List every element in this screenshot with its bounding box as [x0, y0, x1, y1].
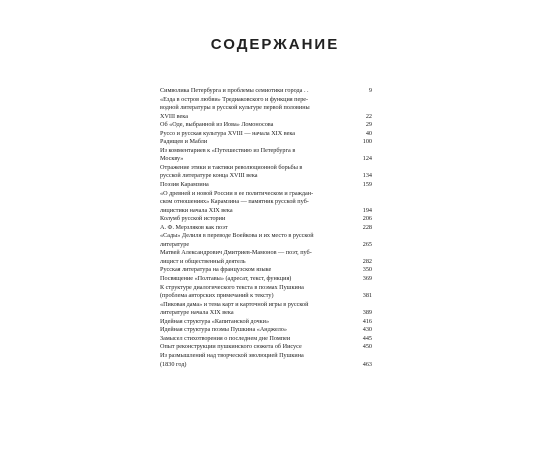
table-of-contents	[160, 87, 372, 369]
toc-entry-text: Матвей Александрович Дмитриев-Мамонов — поэт, пуб-	[160, 249, 312, 257]
toc-entry	[160, 96, 372, 122]
toc-page-number: 282	[362, 257, 372, 265]
toc-entry-line	[160, 343, 372, 352]
toc-page-number: 381	[362, 292, 372, 300]
toc-entry	[160, 147, 372, 164]
toc-entry-text: (1830 год)	[160, 360, 187, 368]
toc-entry-line	[160, 190, 372, 199]
toc-entry	[160, 232, 372, 249]
toc-entry-text: Москву»	[160, 155, 184, 163]
toc-page-number: 100	[362, 138, 372, 146]
toc-entry-line	[160, 113, 372, 122]
toc-entry-text: Руссо и русская культура XVIII — начала XIX века	[160, 129, 296, 137]
toc-entry-text: Поэзия Карамзина	[160, 181, 209, 189]
toc-entry-line	[160, 181, 372, 190]
toc-entry-line	[160, 318, 372, 327]
toc-entry-text: Посвящение «Полтавы» (адресат, текст, функция)	[160, 275, 292, 283]
toc-entry-text: Идейная структура «Капитанской дочки»	[160, 317, 270, 325]
toc-entry-line	[160, 130, 372, 139]
toc-entry-text: литературе начала XIX века	[160, 309, 234, 317]
toc-entry-text: А. Ф. Мерзляков как поэт	[160, 223, 228, 231]
toc-entry-line	[160, 207, 372, 216]
toc-entry-line	[160, 232, 372, 241]
toc-entry	[160, 318, 372, 327]
toc-page-number: 22	[365, 112, 372, 120]
toc-entry-text: XVIII века	[160, 112, 188, 120]
toc-entry-text: «Сады» Делиля в переводе Воейкова и их место в русской	[160, 232, 314, 240]
toc-entry-text: Из размышлений над творческой эволюцией Пушкина	[160, 351, 304, 359]
toc-page-number: 194	[362, 206, 372, 214]
toc-entry-text: русской литературе конца XVIII века	[160, 172, 258, 180]
toc-entry-line	[160, 309, 372, 318]
toc-page-number: 9	[368, 87, 372, 94]
toc-entry	[160, 335, 372, 344]
toc-entry-text: Радищев и Мабли	[160, 138, 208, 146]
toc-entry-text: литературе	[160, 240, 190, 248]
toc-entry-text: Отражение этики и тактики революционной борьбы в	[160, 163, 303, 171]
toc-entry	[160, 326, 372, 335]
toc-entry-line	[160, 147, 372, 156]
toc-page-number: 430	[362, 326, 372, 334]
toc-entry	[160, 343, 372, 352]
toc-entry-text: водной литературы в русской культуре первой половины	[160, 104, 310, 112]
toc-entry-line	[160, 266, 372, 275]
toc-entry-text: Замысел стихотворения о последнем дне Помпеи	[160, 334, 291, 342]
toc-entry-text: Об «Оде, выбранной из Иова» Ломоносова	[160, 121, 274, 129]
toc-entry-line	[160, 198, 372, 207]
toc-entry-line	[160, 96, 372, 105]
toc-entry-line	[160, 241, 372, 250]
toc-entry-line	[160, 292, 372, 301]
toc-entry-text: Идейная структура поэмы Пушкина «Анджело»	[160, 326, 287, 334]
toc-page-number: 389	[362, 309, 372, 317]
toc-entry	[160, 87, 372, 96]
toc-entry	[160, 181, 372, 190]
toc-entry-line	[160, 361, 372, 370]
toc-page-number: 265	[362, 240, 372, 248]
toc-entry-line	[160, 104, 372, 113]
toc-entry-text: Опыт реконструкции пушкинского сюжета об Иисусе	[160, 343, 302, 351]
toc-entry	[160, 121, 372, 130]
toc-entry-line	[160, 258, 372, 267]
toc-entry-line	[160, 164, 372, 173]
toc-entry-line	[160, 121, 372, 130]
toc-entry-line	[160, 275, 372, 284]
toc-entry	[160, 130, 372, 139]
toc-entry	[160, 284, 372, 301]
toc-entry-text: (проблема авторских примечаний к тексту)	[160, 292, 274, 300]
toc-entry-text: «Пиковая дама» и тема карт и карточной игры в русской	[160, 300, 309, 308]
page-title: СОДЕРЖАНИЕ	[210, 36, 340, 53]
toc-entry	[160, 215, 372, 224]
toc-entry-line	[160, 326, 372, 335]
toc-entry-text: «О древней и новой России в ее политическом и граждан-	[160, 189, 314, 197]
toc-entry-line	[160, 155, 372, 164]
toc-entry-line	[160, 335, 372, 344]
toc-entry	[160, 266, 372, 275]
toc-entry	[160, 249, 372, 266]
toc-entry-text: лицист и общественный деятель	[160, 257, 246, 265]
toc-page-number: 134	[362, 172, 372, 180]
toc-page-number: 416	[362, 317, 372, 325]
toc-entry-text: лицистики начала XIX века	[160, 206, 233, 214]
toc-entry	[160, 138, 372, 147]
toc-page-number: 159	[362, 181, 372, 189]
toc-entry	[160, 301, 372, 318]
toc-entry-line	[160, 301, 372, 310]
toc-entry	[160, 352, 372, 369]
toc-entry-text: Из комментариев к «Путешествию из Петербурга в	[160, 146, 296, 154]
toc-entry	[160, 275, 372, 284]
toc-page-number: 450	[362, 343, 372, 351]
toc-page-number: 29	[365, 121, 372, 129]
toc-entry-line	[160, 215, 372, 224]
toc-page-number: 40	[365, 129, 372, 137]
toc-entry	[160, 190, 372, 216]
toc-entry-line	[160, 172, 372, 181]
toc-page-number: 463	[362, 360, 372, 368]
toc-entry-line	[160, 249, 372, 258]
toc-entry	[160, 164, 372, 181]
toc-entry	[160, 224, 372, 233]
toc-page-number: 228	[362, 223, 372, 231]
toc-entry-text: «Езда в остров любви» Тредиаковского и функция пере-	[160, 95, 309, 103]
toc-page-number: 445	[362, 334, 372, 342]
toc-page-number: 206	[362, 215, 372, 223]
toc-entry-line	[160, 284, 372, 293]
toc-entry-line	[160, 87, 372, 96]
toc-entry-line	[160, 138, 372, 147]
toc-entry-text: Колумб русской истории	[160, 215, 226, 223]
toc-entry-text: К структуре диалогического текста в поэмах Пушкина	[160, 283, 304, 291]
toc-entry-text: Русская литература на французском языке	[160, 266, 272, 274]
toc-entry-text: ском отношениях» Карамзина — памятник русской пуб-	[160, 198, 309, 206]
toc-page-number: 350	[362, 266, 372, 274]
toc-entry-line	[160, 352, 372, 361]
toc-page-number: 369	[362, 275, 372, 283]
toc-entry-line	[160, 224, 372, 233]
toc-entry-text: Символика Петербурга и проблемы семиотики города . .	[160, 87, 309, 94]
toc-page-number: 124	[362, 155, 372, 163]
